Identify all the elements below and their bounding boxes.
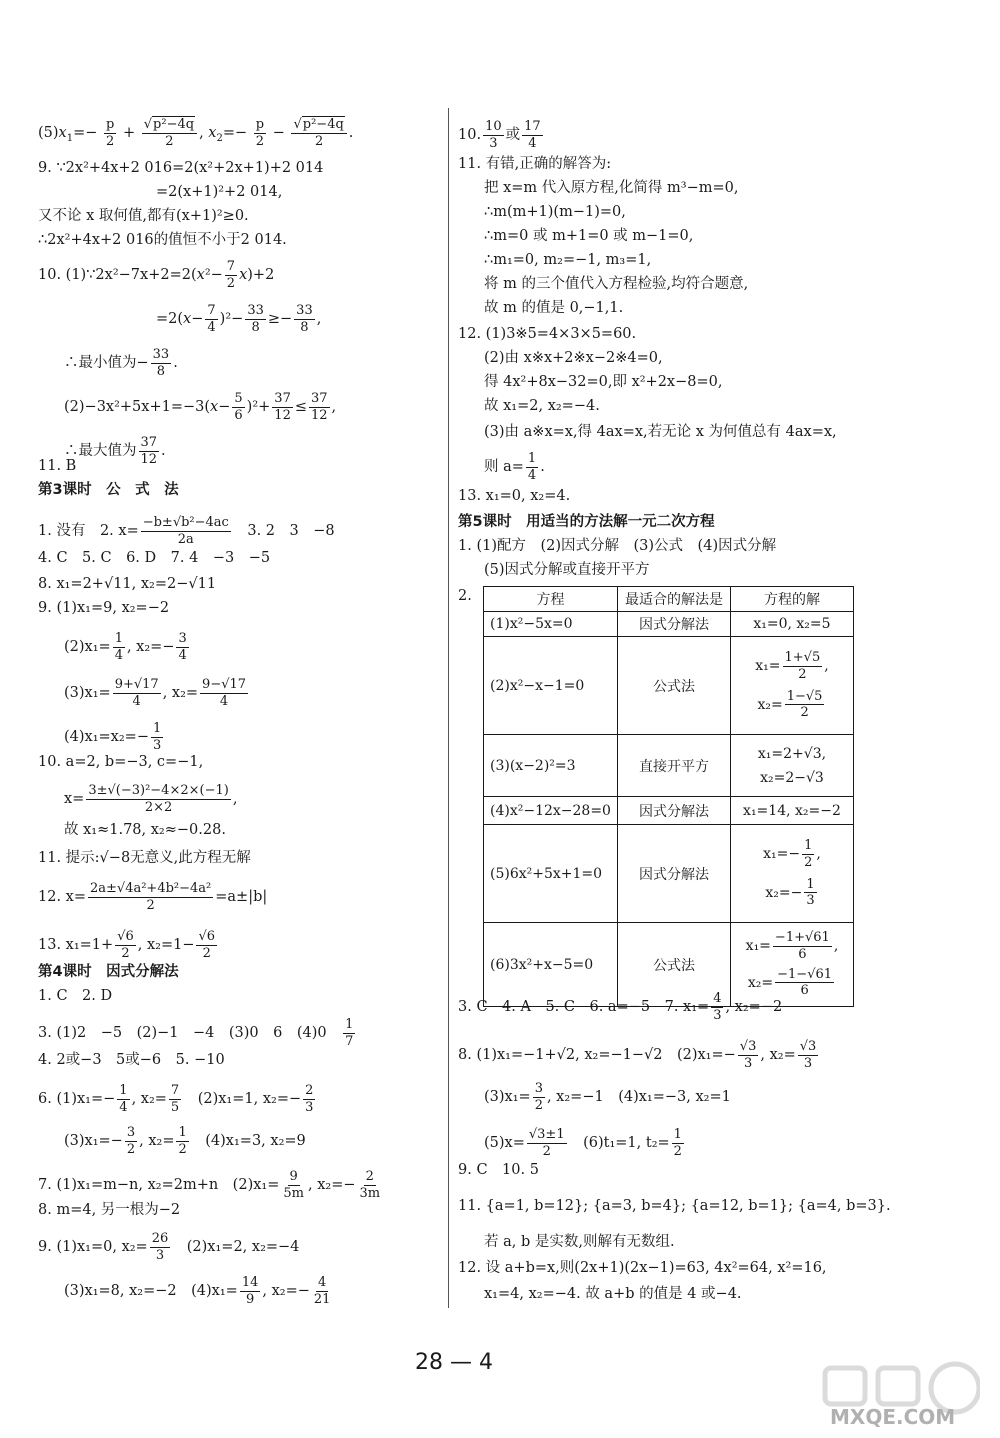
table-header: 最适合的解法是 xyxy=(617,587,730,612)
table-cell-solution: x₁= $\frac{-1+√61}{6}$ , x₂= $\frac{-1-√61}{6}$ xyxy=(730,923,853,1007)
r5-line9: 11. {a=1, b=12}; {a=3, b=4}; {a=12, b=1}; {a=4, b=3}. xyxy=(458,1198,891,1214)
r5-line10: 若 a, b 是实数,则解有无数组. xyxy=(484,1234,675,1250)
table-header-row xyxy=(484,587,854,612)
table-header: 方程的解 xyxy=(730,587,853,612)
r5-line2: (5)因式分解或直接开平方 xyxy=(484,562,650,578)
r-q12-5: (3)由 a※x=x,得 4ax=x,若无论 x 为何值总有 4ax=x, xyxy=(484,424,837,440)
q10-line5: ∴最大值为 $\frac{37}{12}$ . xyxy=(64,435,166,467)
column-divider xyxy=(448,108,449,1308)
lesson3-heading: 第3课时 公 式 法 xyxy=(38,482,179,498)
table-cell-method: 因式分解法 xyxy=(617,825,730,923)
l4-line6: 7. (1)x₁=m−n, x₂=2m+n (2)x₁= $\frac{9}{5m}$ , x₂=− $\frac{2}{3m}$ xyxy=(38,1169,381,1201)
q10-line3: ∴最小值为− $\frac{33}{8}$ . xyxy=(64,347,178,379)
table-cell-solution: x₁=0, x₂=5 xyxy=(730,612,853,637)
r5-line4: 3. C 4. A 5. C 6. a=−5 7. x₁= $\frac{4}{3}$ , x₂=−2 xyxy=(458,991,783,1023)
q11: 11. B xyxy=(38,458,77,474)
r-q12-4: 故 x₁=2, x₂=−4. xyxy=(484,398,600,414)
r-q12-2: (2)由 x※x+2※x−2※4=0, xyxy=(484,350,663,366)
table-cell-method: 因式分解法 xyxy=(617,612,730,637)
page-number: 28 — 4 xyxy=(415,1350,493,1375)
table-cell-equation: (2)x²−x−1=0 xyxy=(484,637,618,735)
table-cell-method: 公式法 xyxy=(617,923,730,1007)
l3-line11: 11. 提示:√−8无意义,此方程无解 xyxy=(38,850,251,866)
r-q11-7: 故 m 的值是 0,−1,1. xyxy=(484,300,624,316)
r5-line7: (5)x= $\frac{√3\pm 1}{2}$ (6)t₁=1, t₂= $\frac{1}{2}$ xyxy=(484,1127,682,1159)
r5-line5: 8. (1)x₁=−1+√2, x₂=−1−√2 (2)x₁=− $\frac{√3}{3}$ , x₂= $\frac{√3}{3}$ xyxy=(458,1039,817,1071)
l4-line3: 4. 2或−3 5或−6 5. −10 xyxy=(38,1052,225,1068)
table-cell-method: 公式法 xyxy=(617,637,730,735)
table-cell-solution: x₁=14, x₂=−2 xyxy=(730,797,853,825)
r-q12-3: 得 4x²+8x−32=0,即 x²+2x−8=0, xyxy=(484,374,723,390)
r-q11-3: ∴m(m+1)(m−1)=0, xyxy=(484,204,626,220)
table-cell-equation: (1)x²−5x=0 xyxy=(484,612,618,637)
l3-line10: 故 x₁≈1.78, x₂≈−0.28. xyxy=(64,822,226,838)
r-q12-6: 则 a= $\frac{1}{4}$ . xyxy=(484,451,545,483)
table-cell-method: 因式分解法 xyxy=(617,797,730,825)
watermark-url: MXQE.COM xyxy=(830,1405,956,1429)
table-cell-method: 直接开平方 xyxy=(617,735,730,797)
r-q12-1: 12. (1)3※5=4×3×5=60. xyxy=(458,326,637,342)
l3-line12: 12. x= $\frac{\text{2a±√4a²+4b²−4a²}}{2}$ =a±|b| xyxy=(38,881,268,913)
solution-table xyxy=(483,586,854,1007)
r5-line11: 12. 设 a+b=x,则(2x+1)(2x−1)=63, 4x²=64, x²=16, xyxy=(458,1260,827,1276)
l3-line5: (2)x₁= $\frac{1}{4}$ , x₂=− $\frac{3}{4}$ xyxy=(64,631,187,663)
table-cell-equation: (3)(x−2)²=3 xyxy=(484,735,618,797)
q9-line4: ∴2x²+4x+2 016的值恒不小于2 014. xyxy=(38,232,287,248)
l4-line4: 6. (1)x₁=− $\frac{1}{4}$ , x₂= $\frac{7}{5}$ (2)x₁=1, x₂=− $\frac{2}{3}$ xyxy=(38,1083,314,1115)
r-q11-1: 11. 有错,正确的解答为: xyxy=(458,156,612,172)
l4-line7: 8. m=4, 另一根为−2 xyxy=(38,1202,181,1218)
table-cell-solution: x₁=− $\frac{1}{2}$ , x₂=− $\frac{1}{3}$ xyxy=(730,825,853,923)
table-header: 方程 xyxy=(484,587,618,612)
l4-line8: 9. (1)x₁=0, x₂= $\frac{26}{3}$ (2)x₁=2, x₂=−4 xyxy=(38,1231,300,1263)
table-cell-solution: x₁=2+√3, x₂=2−√3 xyxy=(730,735,853,797)
q9-line1: 9. ∵2x²+4x+2 016=2(x²+2x+1)+2 014 xyxy=(38,160,324,176)
table-row xyxy=(484,637,854,735)
table-row xyxy=(484,735,854,797)
q10-line1: 10. (1)∵2x²−7x+2=2(x²− $\frac{7}{2}$ x)+2 xyxy=(38,259,275,291)
l4-line2: 3. (1)2 −5 (2)−1 −4 (3)0 6 (4)0 $\frac{1}{7}$ xyxy=(38,1017,354,1049)
r5-line12: x₁=4, x₂=−4. 故 a+b 的值是 4 或−4. xyxy=(484,1286,742,1302)
l3-line9: x= $\frac{\text{3±√(−3)²−4×2×(−1)}}{2\times 2}$ , xyxy=(64,783,238,815)
r5-line6: (3)x₁= $\frac{3}{2}$ , x₂=−1 (4)x₁=−3, x₂=1 xyxy=(484,1081,731,1113)
r-q13: 13. x₁=0, x₂=4. xyxy=(458,488,571,504)
l3-line2: 4. C 5. C 6. D 7. 4 −3 −5 xyxy=(38,550,271,566)
l3-line8: 10. a=2, b=−3, c=−1, xyxy=(38,754,204,770)
q10-line2: =2(x− $\frac{7}{4}$ )²− $\frac{33}{8}$ ≥− $\frac{33}{8}$ , xyxy=(156,303,322,335)
l3-line1: 1. 没有 2. x= $\frac{\text{−b±√b²−4ac}}{2a}$ 3. 2 3 −8 xyxy=(38,515,335,547)
q9-line3: 又不论 x 取何值,都有(x+1)²≥0. xyxy=(38,208,249,224)
r5-line3: 2. xyxy=(458,588,472,604)
q9-line2: =2(x+1)²+2 014, xyxy=(156,184,283,200)
r-q11-5: ∴m₁=0, m₂=−1, m₃=1, xyxy=(484,252,652,268)
lesson5-heading: 第5课时 用适当的方法解一元二次方程 xyxy=(458,514,715,530)
lesson4-heading: 第4课时 因式分解法 xyxy=(38,964,179,980)
table-cell-equation: (6)3x²+x−5=0 xyxy=(484,923,618,1007)
q10-line4: (2)−3x²+5x+1=−3(x− $\frac{5}{6}$ )²+ $\frac{37}{12}$ ≤ $\frac{37}{12}$ , xyxy=(64,391,337,423)
l3-line6: (3)x₁= $\frac{9+√17}{4}$ , x₂= $\frac{9-√17}{4}$ xyxy=(64,677,247,709)
r5-line8: 9. C 10. 5 xyxy=(458,1162,539,1178)
r-q10: 10. $\frac{10}{3}$ 或 $\frac{17}{4}$ xyxy=(458,119,541,151)
line-5: $(5)x_1=-$ $\frac{p}{2}$ + √ $\frac{\text{p²−4q}}{2}$ , $x_2=-$ $\frac{p}{2}$ − √ $\frac{\text{p²−4q}}{2}$ . xyxy=(38,118,353,149)
l4-line9: (3)x₁=8, x₂=−2 (4)x₁= $\frac{14}{9}$ , x₂=− $\frac{4}{21}$ xyxy=(64,1275,331,1307)
l4-line5: (3)x₁=− $\frac{3}{2}$ , x₂= $\frac{1}{2}$ (4)x₁=3, x₂=9 xyxy=(64,1125,306,1157)
l3-line4: 9. (1)x₁=9, x₂=−2 xyxy=(38,600,170,616)
l4-line1: 1. C 2. D xyxy=(38,988,113,1004)
l3-line13: 13. x₁=1+ $\frac{√6}{2}$ , x₂=1− $\frac{√6}{2}$ xyxy=(38,929,216,961)
table-cell-solution: x₁= $\frac{1+√5}{2}$ , x₂= $\frac{1-√5}{2}$ xyxy=(730,637,853,735)
table-row xyxy=(484,825,854,923)
r5-line1: 1. (1)配方 (2)因式分解 (3)公式 (4)因式分解 xyxy=(458,538,777,554)
r-q11-4: ∴m=0 或 m+1=0 或 m−1=0, xyxy=(484,228,694,244)
r-q11-6: 将 m 的三个值代入方程检验,均符合题意, xyxy=(484,276,749,292)
l3-line7: (4)x₁=x₂=− $\frac{1}{3}$ xyxy=(64,721,162,753)
table-cell-equation: (4)x²−12x−28=0 xyxy=(484,797,618,825)
table-row xyxy=(484,797,854,825)
table-row xyxy=(484,612,854,637)
r-q11-2: 把 x=m 代入原方程,化简得 m³−m=0, xyxy=(484,180,739,196)
l3-line3: 8. x₁=2+√11, x₂=2−√11 xyxy=(38,576,217,592)
table-cell-equation: (5)6x²+5x+1=0 xyxy=(484,825,618,923)
